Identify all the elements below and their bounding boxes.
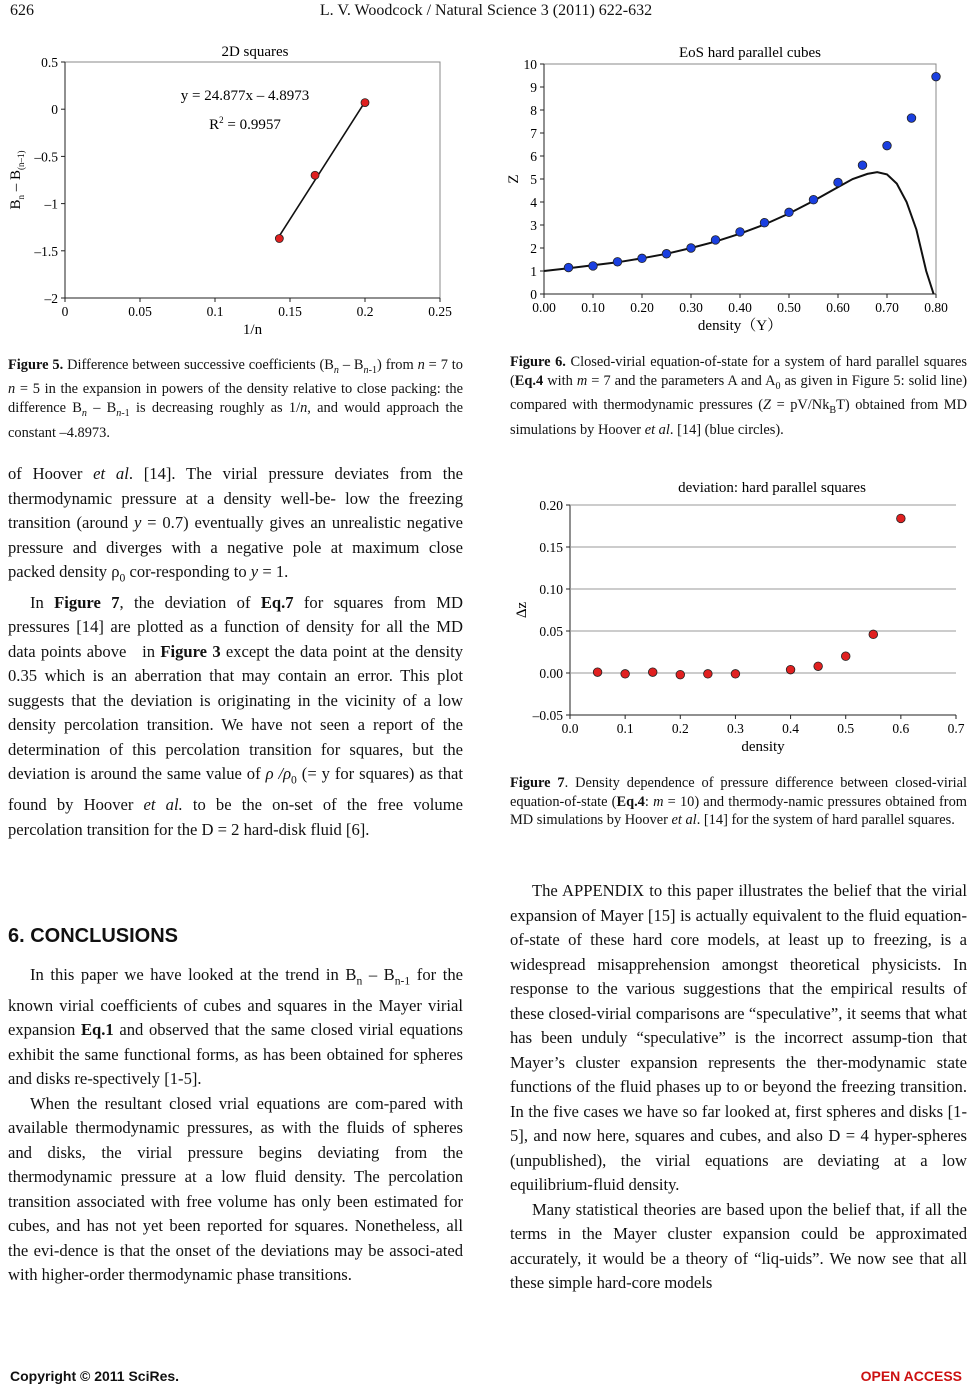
data-point	[564, 263, 573, 272]
running-title: L. V. Woodcock / Natural Science 3 (2011) 622-632	[319, 2, 653, 19]
copyright: Copyright © 2011 SciRes.	[10, 1368, 180, 1384]
data-point	[786, 665, 795, 674]
y-tick-label: –1	[44, 196, 58, 212]
data-point	[858, 161, 867, 170]
x-tick-label: 0.15	[278, 304, 302, 319]
data-point	[907, 114, 916, 123]
paragraph: When the resultant closed vrial equations are com-pared with available thermodynamic pressures, as with the fluids of spheres and disks, the virial pressure begins deviating from the thermodynamic pressure at a low fluid density. The percolation transition associated with free volume has only been estimated for cubes, and has not yet been reported for squares. Nonetheless, all the evi-dence is that the onset of the deviations may be associ-ated with higher-order thermodynamic phase transitions.	[8, 1093, 463, 1285]
data-point	[593, 668, 602, 677]
x-tick-label: 0.1	[206, 304, 224, 319]
chart-title: 2D squares	[221, 44, 289, 60]
x-tick-label: 0.10	[581, 300, 605, 315]
y-axis-label: Z	[506, 174, 522, 184]
y-tick-label: 9	[530, 80, 537, 95]
y-tick-label: 7	[530, 126, 537, 141]
y-tick-label: 10	[523, 57, 537, 72]
paragraph: The APPENDIX to this paper illustrates the belief that the virial expansion of Mayer [15] is actually equivalent to the fluid equation-of-state of these hard core models, at least up to freezing, is a widespread misapprehension amongst theoretical physicists. In response to the various suggestions that the empirical results of these closed-virial comparisons are “speculative”, it seems that what has been unduly “speculative” is the incorrect assump-tion that Mayer’s cluster expansion represents the ther-modynamic state functions of the fluid phases up to or beyond the freezing transition. In the five cases we have so far looked at, first spheres and disks [1-5], and now here, squares and cubes, and also D = 4 hyper-spheres (unpublished), the virial equations are deviating at a low equilibrium-fluid density.	[510, 881, 967, 1194]
x-tick-label: 0.1	[616, 721, 634, 736]
data-point	[621, 670, 630, 679]
chart-title: EoS hard parallel cubes	[678, 45, 822, 61]
y-tick-label: 0.10	[539, 582, 563, 597]
y-tick-label: 0	[530, 287, 537, 302]
x-tick-label: 0.6	[892, 721, 910, 736]
fig5-equation: y = 24.877x – 4.8973	[180, 88, 310, 104]
x-tick-label: 0.2	[356, 304, 374, 319]
data-point	[869, 630, 878, 639]
y-tick-label: 0	[51, 102, 58, 118]
data-point	[676, 670, 685, 679]
y-tick-label: 6	[530, 149, 537, 164]
x-tick-label: 0.4	[782, 721, 800, 736]
data-point	[785, 208, 794, 217]
x-tick-label: 0.2	[671, 721, 689, 736]
data-point	[809, 195, 818, 204]
y-tick-label: 0.20	[539, 498, 563, 513]
y-tick-label: 3	[530, 218, 537, 233]
figure-6-caption: Figure 6. Closed-virial equation-of-state for a system of hard parallel squares (Eq.4 with m = 7 and the parameters A and $A_0$ as given in Figure 5: solid line) compared with thermodynamic pressures $(Z = pV/Nk_BT)$ obtained from MD simulations by Hoover et al. [14] (blue circles).	[510, 354, 967, 438]
open-access-label: OPEN ACCESS	[860, 1368, 962, 1384]
right-column	[510, 879, 967, 1296]
x-tick-label: 0.20	[630, 300, 654, 315]
paragraph: Many statistical theories are based upon the belief that, if all the terms in the Mayer cluster expansion could be approximated accurately, it would be a theory of “liq-uids”. We now see that all these simple hard-core models	[510, 1199, 967, 1292]
plot-frame	[544, 64, 936, 294]
y-axis-label: $B_n - B_{(n-1)}$	[8, 150, 26, 210]
data-point	[932, 72, 941, 81]
figure-7-caption: Figure 7. Density dependence of pressure difference between closed-virial equation-of-state (Eq.4: m = 10) and thermody-namic pressures obtained from MD simulations by Hoover et al. [14] for the system of hard parallel squares.	[510, 775, 967, 829]
y-tick-label: 0.15	[539, 540, 563, 555]
paragraph: In this paper we have looked at the trend in $B_n - B_{n-1}$ for the known virial coefficients of cubes and squares in the Mayer virial expansion Eq.1 and observed that the same closed virial equations exhibit the same functional forms, as has been obtained for spheres and disks re-spectively [1-5].	[8, 965, 463, 1089]
x-tick-label: 0.70	[875, 300, 899, 315]
y-tick-label: 0.5	[41, 55, 58, 70]
y-tick-label: –0.5	[34, 149, 58, 165]
y-tick-label: 8	[530, 103, 537, 118]
y-tick-label: 4	[530, 195, 537, 210]
data-point	[731, 670, 740, 679]
data-point	[841, 652, 850, 661]
page-number: 626	[10, 2, 34, 19]
x-tick-label: 0.25	[428, 304, 452, 319]
x-axis-label: 1/n	[242, 322, 263, 338]
x-tick-label: 0.60	[826, 300, 850, 315]
y-tick-label: 2	[530, 241, 537, 256]
section-title-conclusions: 6. CONCLUSIONS	[8, 925, 179, 947]
left-column-bottom	[8, 963, 463, 1288]
fig5-r2: $R^2 = 0.9957$	[209, 115, 281, 133]
data-point	[736, 228, 745, 237]
x-tick-label: 0.7	[947, 721, 965, 736]
x-tick-label: 0.50	[777, 300, 801, 315]
data-point	[760, 218, 769, 227]
trend-line	[279, 102, 365, 236]
plot-frame	[570, 505, 956, 715]
figure-6-chart	[500, 40, 972, 340]
data-point	[687, 244, 696, 253]
x-tick-label: 0.40	[728, 300, 752, 315]
x-axis-label: density（Y）	[697, 318, 783, 334]
y-tick-label: 1	[530, 264, 537, 279]
data-point	[834, 178, 843, 187]
left-column-top	[8, 462, 463, 842]
x-tick-label: 0.3	[726, 721, 744, 736]
data-point	[311, 171, 319, 179]
data-point	[814, 662, 823, 671]
y-tick-label: 0.05	[539, 624, 563, 639]
data-point	[275, 235, 283, 243]
y-tick-label: 0.00	[539, 666, 563, 681]
y-tick-label: 5	[530, 172, 537, 187]
data-point	[361, 99, 369, 107]
figure-7-chart	[500, 475, 972, 765]
data-point	[662, 249, 671, 258]
x-tick-label: 0	[61, 304, 69, 319]
figure-5-chart	[0, 40, 470, 340]
data-point	[613, 258, 622, 267]
data-point	[883, 141, 892, 150]
y-axis-label: Δz	[514, 601, 530, 619]
x-tick-label: 0.00	[532, 300, 556, 315]
y-tick-label: –0.05	[532, 708, 563, 723]
y-tick-label: –2	[44, 291, 58, 306]
x-axis-label: density	[741, 739, 785, 755]
data-point	[897, 514, 906, 523]
data-point	[648, 668, 657, 677]
figure-5-caption: Figure 5. Difference between successive coefficients $(B_n - B_{n-1})$ from n = 7 to n = 5 in the expansion in powers of the density relative to close packing: the difference $B_n - B_{n-1}$ is decreasing roughly as 1/n, and would approach the constant –4.8973.	[8, 357, 463, 441]
x-tick-label: 0.80	[924, 300, 948, 315]
x-tick-label: 0.5	[837, 721, 855, 736]
data-point	[638, 254, 647, 263]
data-point	[589, 262, 598, 271]
data-point	[704, 670, 713, 679]
paragraph: In Figure 7, the deviation of Eq.7 for squares from MD pressures [14] are plotted as a function of density for all the MD data points above in Figure 3 except the data point at the density 0.35 which is an aberration that may contain an error. This plot suggests that the deviation is originating in the vicinity of a low density percolation transition. We have not seen a report of the determination of this percolation transition for squares, but the deviation is around the same value of ρ $/\rho_0$ (= y for squares) as that found by Hoover et al. to be the on-set of the free volume percolation transition for the D = 2 hard-disk fluid [6].	[8, 592, 464, 839]
x-tick-label: 0.0	[561, 721, 579, 736]
chart-title: deviation: hard parallel squares	[678, 480, 866, 496]
x-tick-label: 0.30	[679, 300, 703, 315]
x-tick-label: 0.05	[128, 304, 152, 319]
y-tick-label: –1.5	[34, 243, 58, 259]
data-point	[711, 236, 720, 245]
paragraph: of Hoover et al. [14]. The virial pressure deviates from the thermodynamic pressure at a density well-be- low the freezing transition (around y = 0.7) eventually gives an unrealistic negative pressure and diverges with a negative pole at maximum close packed density $\rho_0$ cor-responding to y = 1.	[8, 464, 464, 585]
